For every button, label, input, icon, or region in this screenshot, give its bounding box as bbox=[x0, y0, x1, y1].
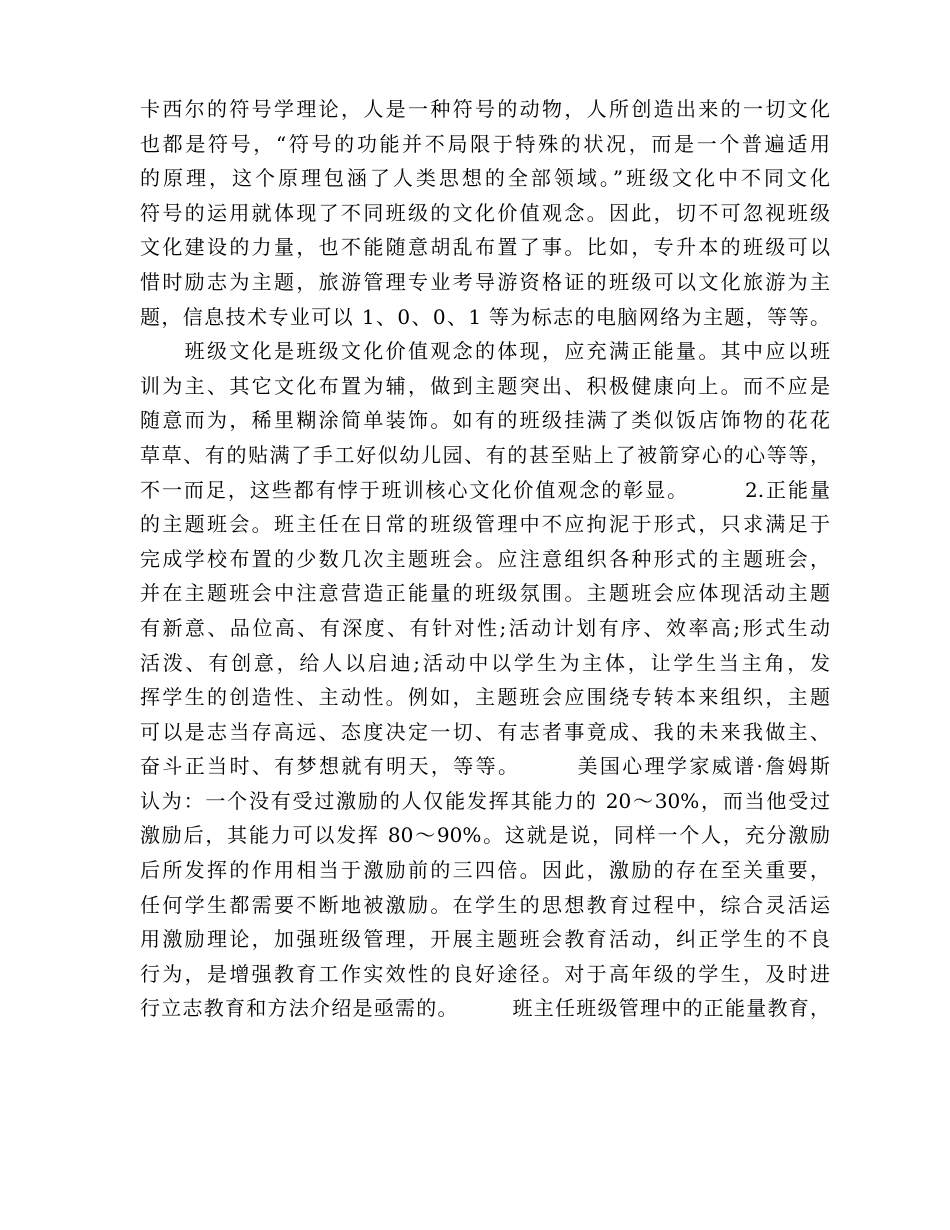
text-line: 也都是符号，“符号的功能并不局限于特殊的状况，而是一个普遍适用 bbox=[140, 131, 830, 156]
body-text bbox=[140, 92, 830, 1026]
text-line: 的原理，这个原理包涵了人类思想的全部领域。”班级文化中不同文化 bbox=[140, 166, 830, 191]
text-line: 班级文化是班级文化价值观念的体现，应充满正能量。其中应以班 bbox=[140, 339, 830, 364]
text-line: 符号的运用就体现了不同班级的文化价值观念。因此，切不可忽视班级 bbox=[140, 200, 830, 225]
text-line: 草草、有的贴满了手工好似幼儿园、有的甚至贴上了被箭穿心的心等等， bbox=[140, 442, 830, 467]
text-line: 行立志教育和方法介绍是亟需的。 班主任班级管理中的正能量教育， bbox=[140, 996, 830, 1021]
text-line: 完成学校布置的少数几次主题班会。应注意组织各种形式的主题班会， bbox=[140, 546, 830, 571]
text-line: 用激励理论，加强班级管理，开展主题班会教育活动，纠正学生的不良 bbox=[140, 927, 830, 952]
text-line: 的主题班会。班主任在日常的班级管理中不应拘泥于形式，只求满足于 bbox=[140, 512, 830, 537]
text-line: 活泼、有创意，给人以启迪;活动中以学生为主体，让学生当主角，发 bbox=[140, 650, 830, 675]
text-line: 训为主、其它文化布置为辅，做到主题突出、积极健康向上。而不应是 bbox=[140, 373, 830, 398]
text-line: 并在主题班会中注意营造正能量的班级氛围。主题班会应体现活动主题 bbox=[140, 581, 830, 606]
text-line: 有新意、品位高、有深度、有针对性;活动计划有序、效率高;形式生动 bbox=[140, 615, 830, 640]
text-line: 卡西尔的符号学理论，人是一种符号的动物，人所创造出来的一切文化 bbox=[140, 97, 830, 121]
text-line: 题，信息技术专业可以 1、0、0、1 等为标志的电脑网络为主题，等等。 bbox=[140, 304, 830, 329]
text-line: 文化建设的力量，也不能随意胡乱布置了事。比如，专升本的班级可以 bbox=[140, 235, 830, 260]
text-line: 随意而为，稀里糊涂简单装饰。如有的班级挂满了类似饭店饰物的花花 bbox=[140, 408, 830, 433]
text-line: 行为，是增强教育工作实效性的良好途径。对于高年级的学生，及时进 bbox=[140, 961, 830, 986]
text-line: 不一而足，这些都有悖于班训核心文化价值观念的彰显。 2.正能量 bbox=[140, 477, 830, 502]
text-line: 惜时励志为主题，旅游管理专业考导游资格证的班级可以文化旅游为主 bbox=[140, 269, 830, 294]
text-line: 任何学生都需要不断地被激励。在学生的思想教育过程中，综合灵活运 bbox=[140, 892, 830, 917]
text-line: 后所发挥的作用相当于激励前的三四倍。因此，激励的存在至关重要， bbox=[140, 858, 830, 883]
text-line: 认为：一个没有受过激励的人仅能发挥其能力的 20～30%，而当他受过 bbox=[140, 788, 830, 813]
text-line: 奋斗正当时、有梦想就有明天，等等。 美国心理学家威谱·詹姆斯 bbox=[140, 754, 830, 779]
text-line: 激励后，其能力可以发挥 80～90%。这就是说，同样一个人，充分激励 bbox=[140, 823, 830, 848]
text-line: 挥学生的创造性、主动性。例如，主题班会应围绕专转本来组织，主题 bbox=[140, 685, 830, 710]
text-line: 可以是志当存高远、态度决定一切、有志者事竟成、我的未来我做主、 bbox=[140, 719, 830, 744]
